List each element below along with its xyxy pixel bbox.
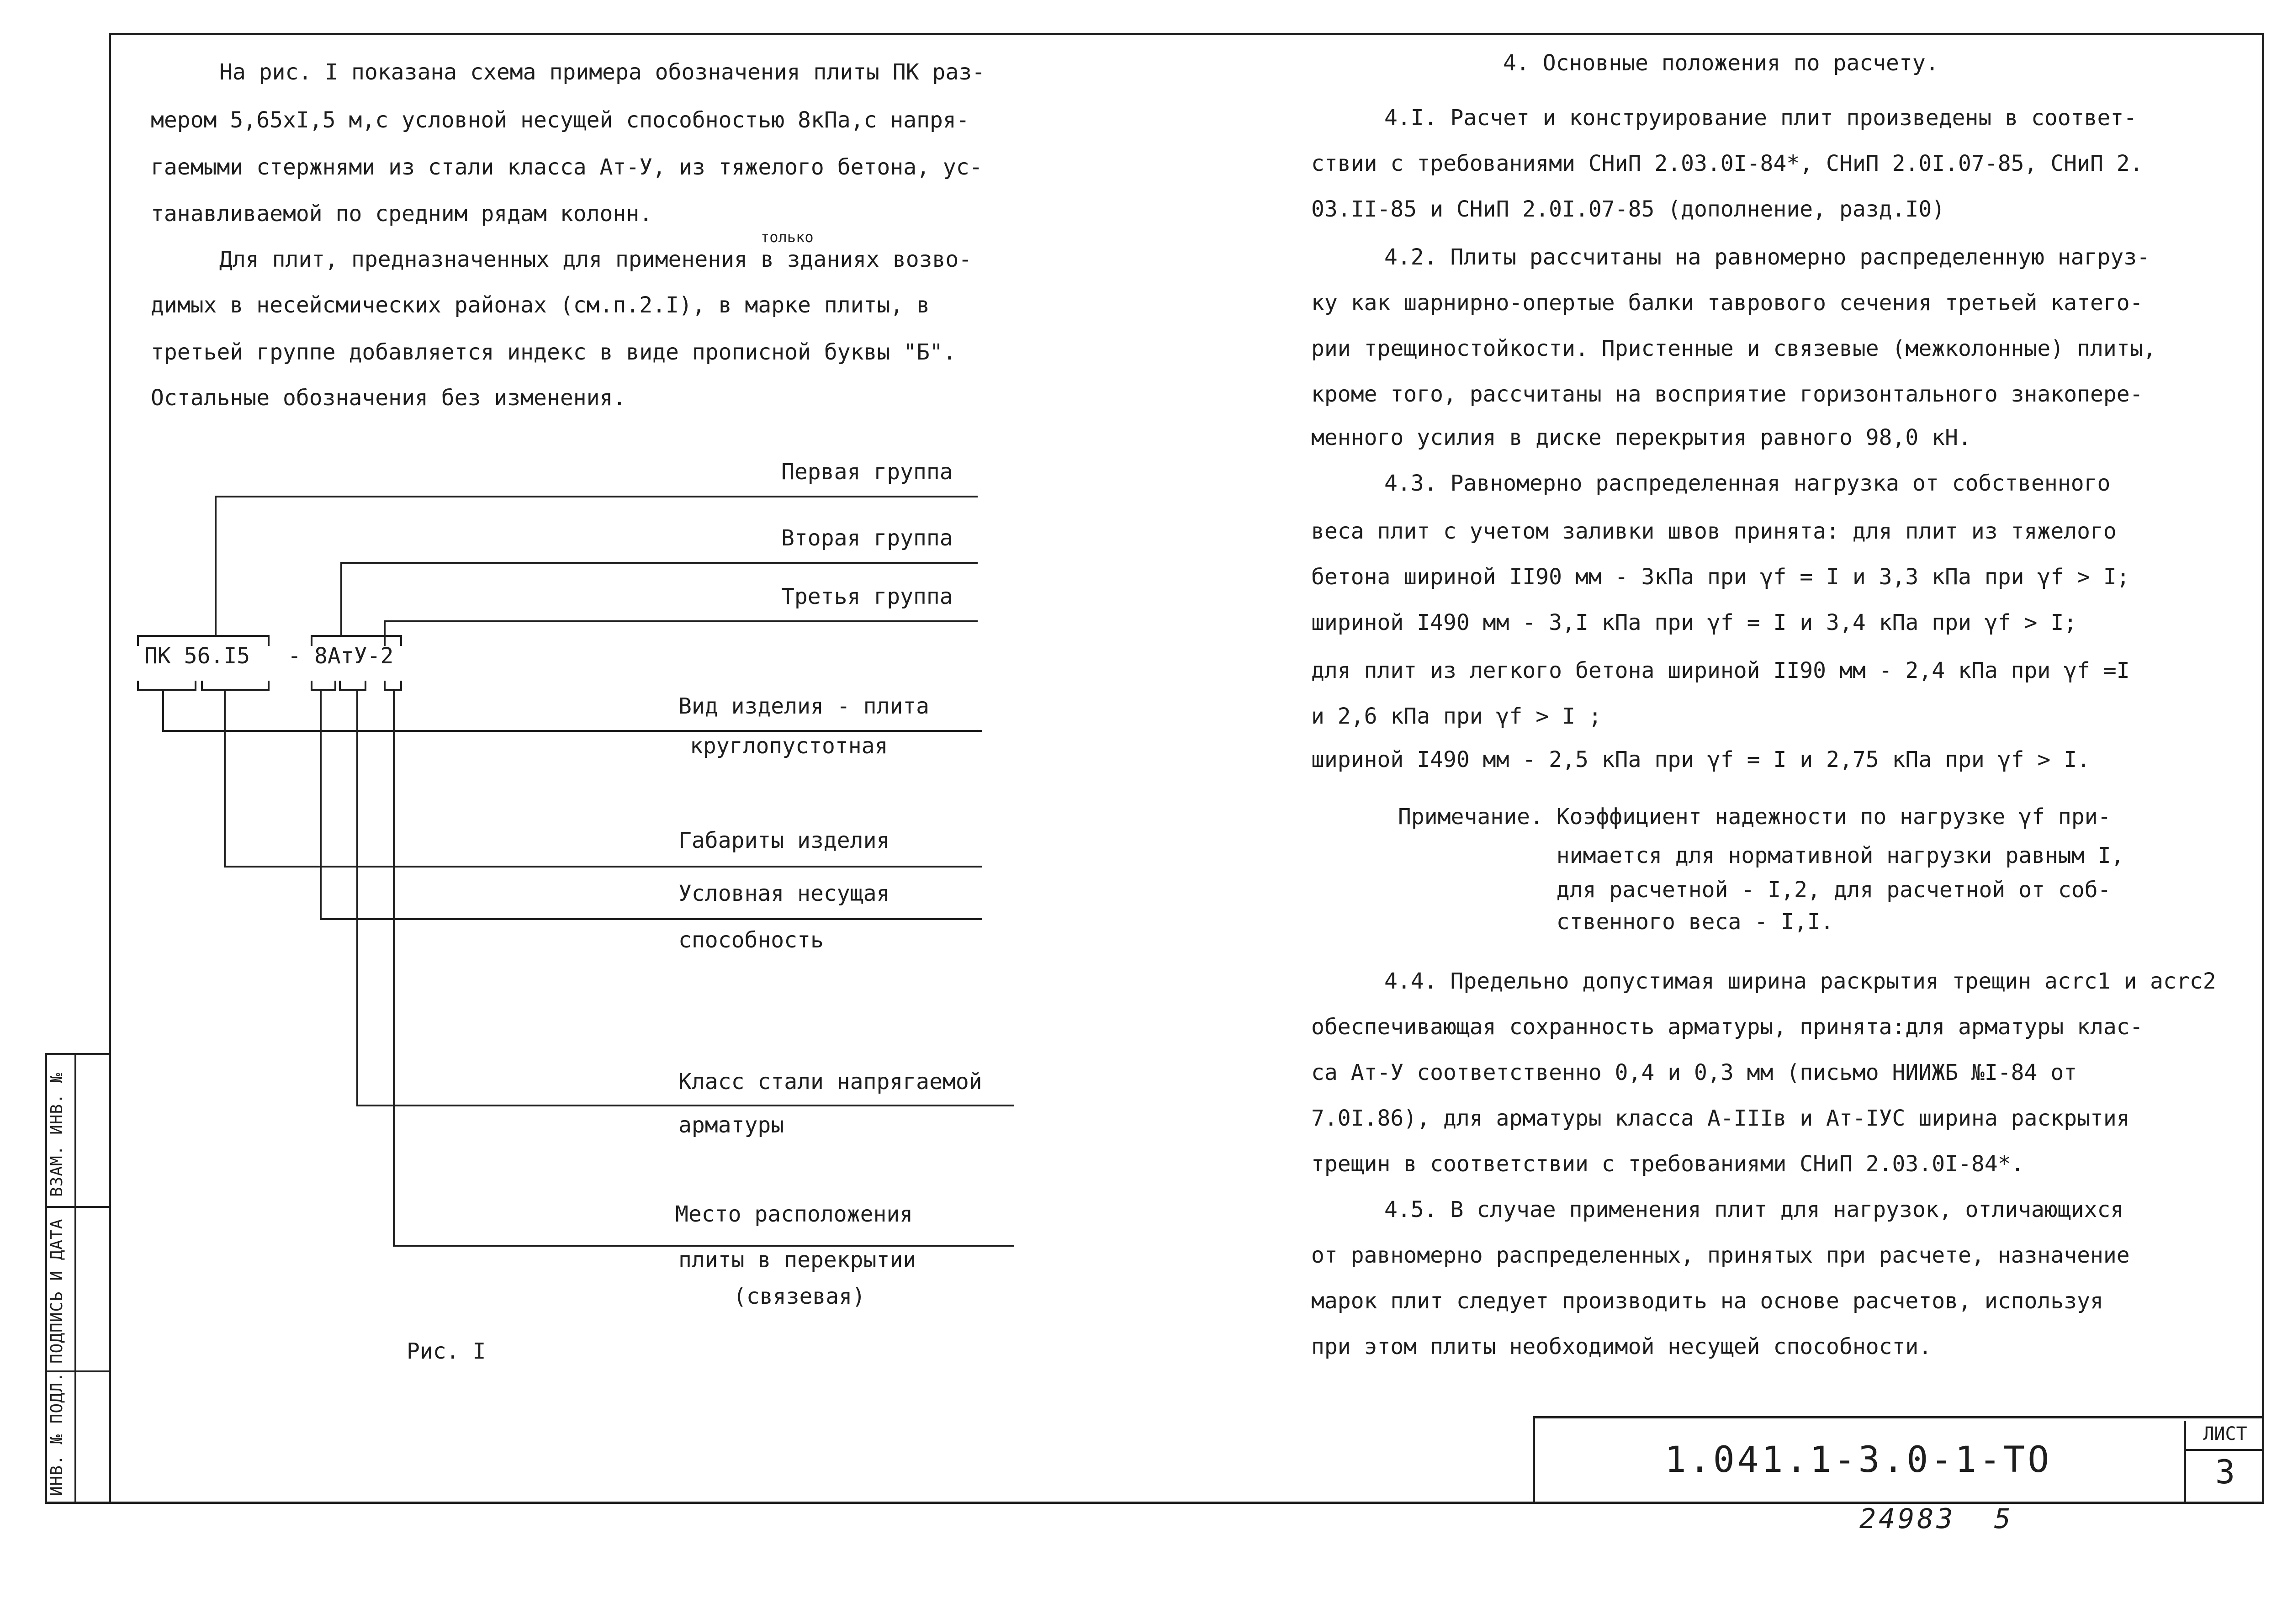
p45-line: 4.5. В случае применения плит для нагрузок, отличающихся: [1384, 1197, 2124, 1222]
p41-line: 03.II-85 и СНиП 2.0I.07-85 (дополнение, разд.I0): [1311, 196, 1945, 222]
mark-left: ПК 56.I5: [144, 643, 250, 669]
label-steel-2: арматуры: [678, 1112, 784, 1138]
label-place-2: плиты в перекрытии: [678, 1247, 916, 1273]
note-line: для расчетной - I,2, для расчетной от соб-: [1398, 877, 2111, 903]
sheet-box: [2184, 1421, 2264, 1504]
label-place-1: Место расположения: [675, 1201, 913, 1227]
p41-line: 4.I. Расчет и конструирование плит произведены в соответ-: [1384, 105, 2137, 131]
note-line: ственного веса - I,I.: [1398, 909, 1834, 935]
stamp-inv-label: ИНВ. № ПОДЛ.: [48, 1371, 66, 1496]
p43-line: 4.3. Равномерно распределенная нагрузка от собственного: [1384, 471, 2111, 496]
label-dims: Габариты изделия: [678, 828, 890, 853]
archive-number: 24983 5: [1859, 1503, 2013, 1535]
intro-line: гаемыми стержнями из стали класса Ат-У, из тяжелого бетона, ус-: [151, 154, 983, 180]
intro-line: танавливаемой по средним рядам колонн.: [151, 201, 653, 227]
label-group2: Вторая группа: [781, 525, 953, 551]
p44-line: 4.4. Предельно допустимая ширина раскрытия трещин acrc1 и acrc2: [1384, 968, 2216, 994]
p43-line: веса плит с учетом заливки швов принята: для плит из тяжелого: [1311, 518, 2117, 544]
label-product-1: Вид изделия - плита: [678, 693, 930, 719]
sheet-number: 3: [2215, 1453, 2235, 1491]
p43-line: шириной I490 мм - 2,5 кПа при γf = I и 2,75 кПа при γf > I.: [1311, 747, 2091, 772]
label-group3: Третья группа: [781, 584, 953, 609]
sheet-label: ЛИСТ: [2203, 1423, 2247, 1444]
label-group1: Первая группа: [781, 459, 953, 485]
intro-line: димых в несейсмических районах (см.п.2.I), в марке плиты, в: [151, 292, 930, 318]
note-line: нимается для нормативной нагрузки равным I,: [1398, 843, 2124, 868]
stamp-signature-label: ПОДПИСЬ И ДАТА: [48, 1218, 66, 1364]
p44-line: 7.0I.86), для арматуры класса А-IIIв и Ат-IУС ширина раскрытия: [1311, 1106, 2130, 1131]
p44-line: трещин в соответствии с требованиями СНиП 2.03.0I-84*.: [1311, 1151, 2024, 1177]
section-heading: 4. Основные положения по расчету.: [1503, 50, 1939, 76]
stamp-replace-label: ВЗАМ. ИНВ. №: [48, 1072, 66, 1197]
p42-line: кроме того, рассчитаны на восприятие горизонтального знакопере-: [1311, 381, 2143, 407]
p43-line: бетона шириной II90 мм - 3кПа при γf = I и 3,3 кПа при γf > I;: [1311, 564, 2130, 590]
p41-line: ствии с требованиями СНиП 2.03.0I-84*, СНиП 2.0I.07-85, СНиП 2.: [1311, 151, 2143, 176]
p45-line: при этом плиты необходимой несущей способности.: [1311, 1334, 1932, 1360]
p44-line: са Ат-У соответственно 0,4 и 0,3 мм (письмо НИИЖБ №I-84 от: [1311, 1060, 2077, 1085]
intro-line: На рис. I показана схема примера обозначения плиты ПК раз-: [219, 59, 985, 85]
figure-caption: Рис. I: [407, 1338, 486, 1364]
label-capacity-1: Условная несущая: [678, 881, 890, 906]
p45-line: марок плит следует производить на основе расчетов, используя: [1311, 1288, 2103, 1314]
p43-line: и 2,6 кПа при γf > I ;: [1311, 704, 1602, 729]
p45-line: от равномерно распределенных, принятых при расчете, назначение: [1311, 1243, 2130, 1268]
note-line: Примечание. Коэффициент надежности по нагрузке γf при-: [1398, 804, 2111, 830]
label-capacity-2: способность: [678, 927, 824, 953]
label-product-2: круглопустотная: [690, 733, 888, 759]
intro-line: Для плит, предназначенных для применения в зданиях возво-: [219, 247, 972, 272]
label-place-3: (связевая): [733, 1284, 865, 1309]
p42-line: 4.2. Плиты рассчитаны на равномерно распределенную нагруз-: [1384, 244, 2150, 270]
p43-line: шириной I490 мм - 3,I кПа при γf = I и 3,4 кПа при γf > I;: [1311, 610, 2077, 635]
p42-line: рии трещиностойкости. Пристенные и связевые (межколонные) плиты,: [1311, 336, 2156, 361]
intro-line: третьей группе добавляется индекс в виде прописной буквы "Б".: [151, 339, 956, 365]
mark-right: 8АтУ-2: [314, 643, 394, 669]
intro-line: мером 5,65хI,5 м,с условной несущей способностью 8кПа,с напря-: [151, 107, 969, 133]
label-steel-1: Класс стали напрягаемой: [678, 1069, 982, 1095]
p43-line: для плит из легкого бетона шириной II90 мм - 2,4 кПа при γf =I: [1311, 658, 2130, 683]
document-code: 1.041.1-3.0-1-ТО: [1664, 1439, 2052, 1481]
p42-line: ку как шарнирно-опертые балки таврового сечения третьей катего-: [1311, 290, 2143, 316]
p42-line: менного усилия в диске перекрытия равного 98,0 кН.: [1311, 425, 1971, 450]
intro-line: Остальные обозначения без изменения.: [151, 385, 626, 411]
p44-line: обеспечивающая сохранность арматуры, принята:для арматуры клас-: [1311, 1014, 2143, 1040]
insert-word: только: [761, 228, 814, 246]
mark-dash: -: [288, 643, 301, 669]
